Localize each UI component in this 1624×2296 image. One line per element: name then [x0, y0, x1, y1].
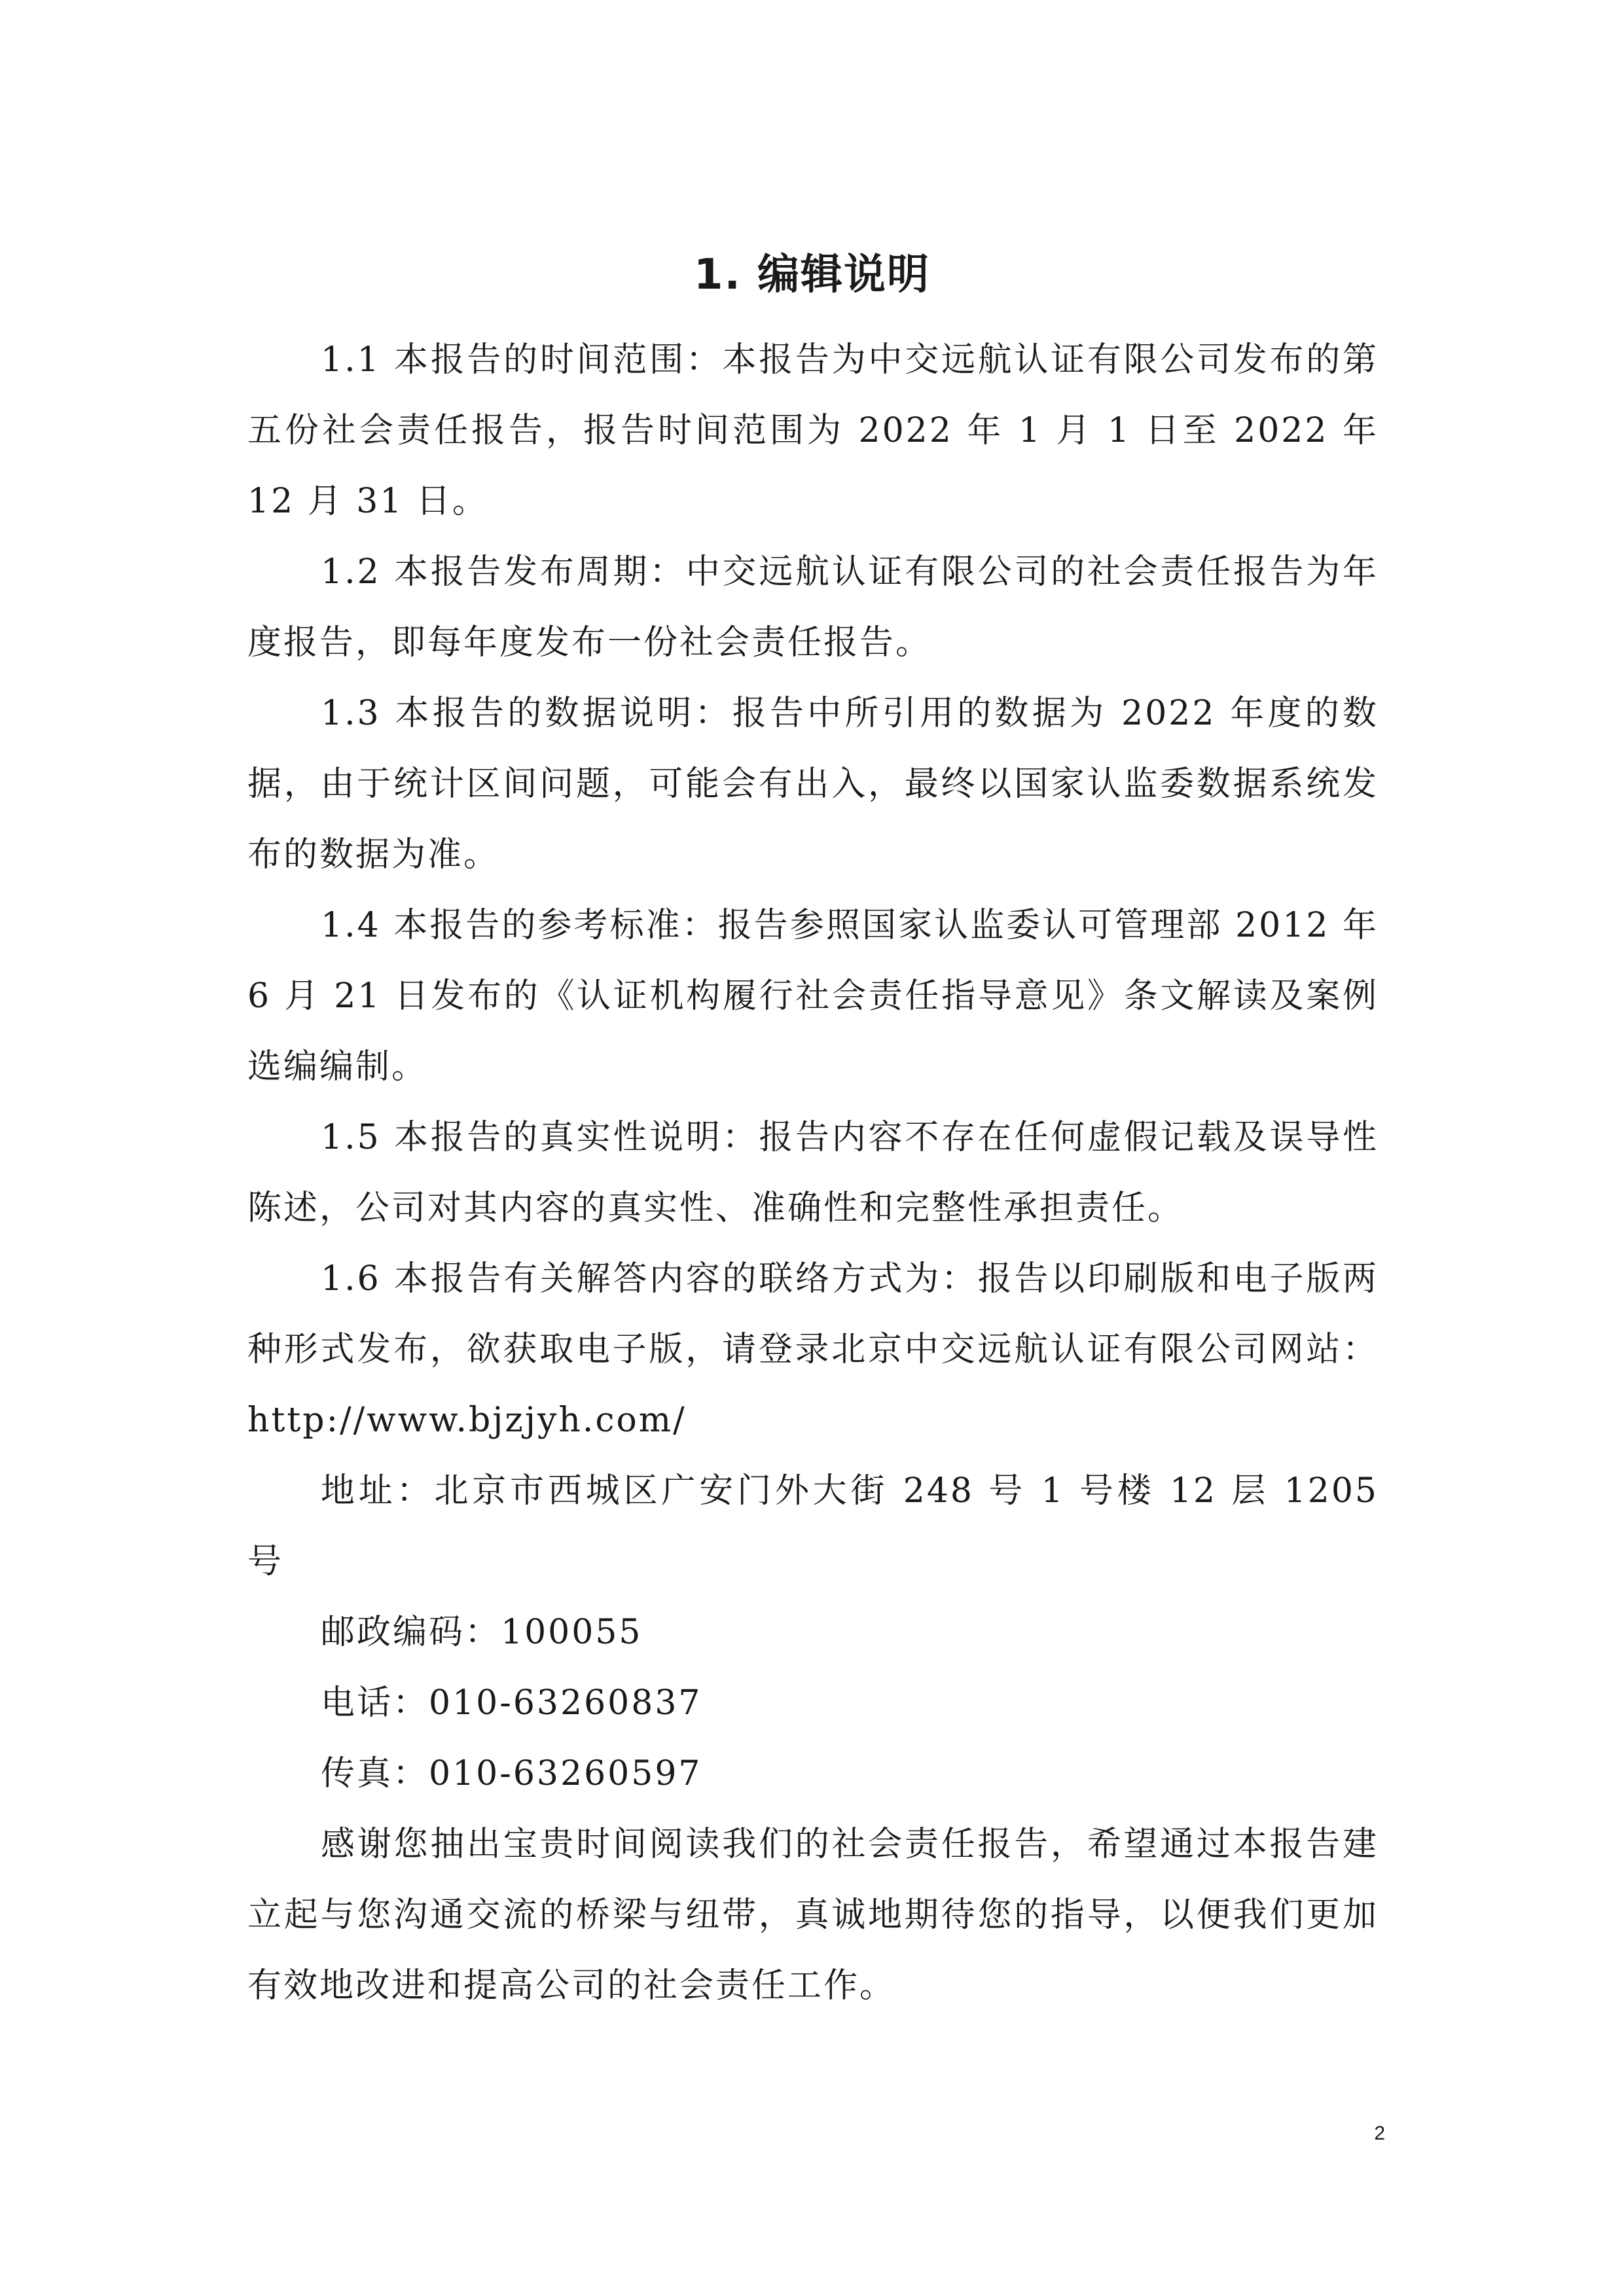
paragraph-thanks: 感谢您抽出宝贵时间阅读我们的社会责任报告，希望通过本报告建立起与您沟通交流的桥梁与纽带，真诚地期待您的指导，以便我们更加有效地改进和提高公司的社会责任工作。 [247, 1825, 1379, 2005]
page-title: 1. 编辑说明 [693, 251, 931, 299]
page-number: 2 [1374, 2123, 1385, 2144]
paragraph-data-description: 1.3 本报告的数据说明：报告中所引用的数据为 2022 年度的数据，由于统计区间问题，可能会有出入，最终以国家认监委数据系统发布的数据为准。 [247, 694, 1379, 874]
paragraph-contact-method: 1.6 本报告有关解答内容的联络方式为：报告以印刷版和电子版两种形式发布，欲获取电子版，请登录北京中交远航认证有限公司网站：http://www.bjzjyh.com/ [247, 1259, 1379, 1440]
contact-address: 地址：北京市西城区广安门外大街 248 号 1 号楼 12 层 1205 号 [247, 1471, 1379, 1581]
contact-phone: 电话：010-63260837 [321, 1683, 702, 1723]
paragraph-release-cycle: 1.2 本报告发布周期：中交远航认证有限公司的社会责任报告为年度报告，即每年度发布一份社会责任报告。 [247, 552, 1379, 662]
document-body [247, 325, 1379, 2021]
contact-postal-code: 邮政编码：100055 [321, 1613, 643, 1652]
contact-fax: 传真：010-63260597 [321, 1754, 702, 1793]
paragraph-authenticity: 1.5 本报告的真实性说明：报告内容不存在任何虚假记载及误导性陈述，公司对其内容的真实性、准确性和完整性承担责任。 [247, 1118, 1379, 1228]
paragraph-reference-standard: 1.4 本报告的参考标准：报告参照国家认监委认可管理部 2012 年 6 月 21 日发布的《认证机构履行社会责任指导意见》条文解读及案例选编编制。 [247, 906, 1379, 1086]
paragraph-time-range: 1.1 本报告的时间范围：本报告为中交远航认证有限公司发布的第五份社会责任报告，报告时间范围为 2022 年 1 月 1 日至 2022 年 12 月 31 日。 [247, 340, 1379, 521]
